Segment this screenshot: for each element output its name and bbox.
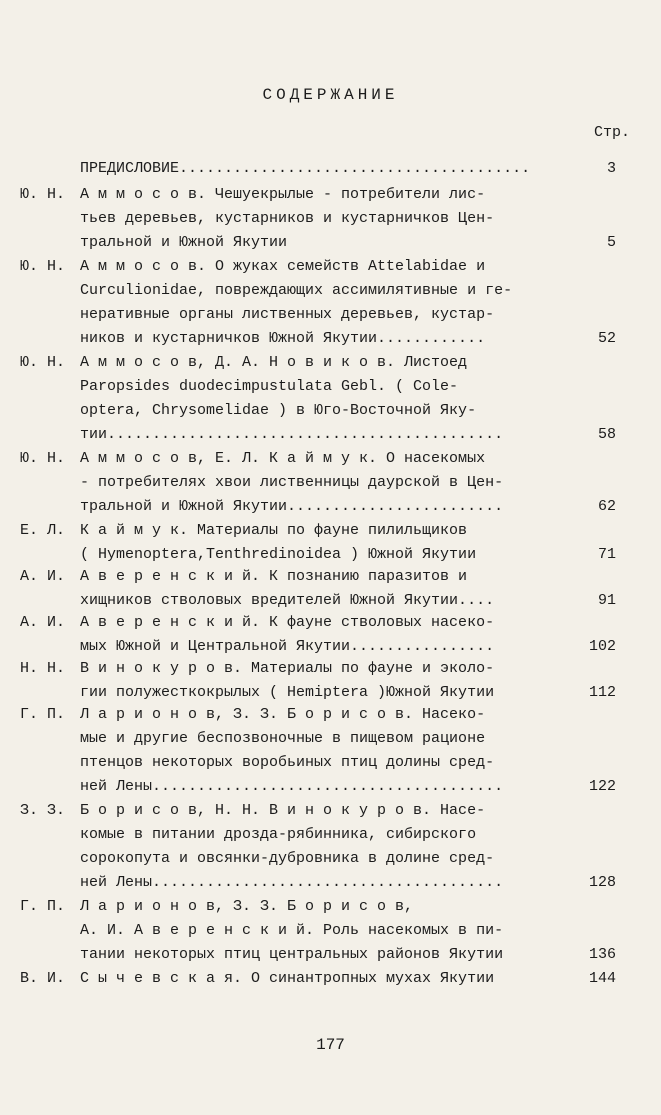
- entry-text-line: А. И. А в е р е н с к и й. Роль насекомых в пи-: [80, 922, 504, 939]
- entry-text-line: хищников стволовых вредителей Южной Якутии....: [80, 592, 495, 609]
- entry-text-line: Curculionidae, повреждающих ассимилятивные и ге-: [80, 282, 513, 299]
- entry-page-number: 91: [597, 592, 616, 609]
- entry-page-number: 62: [597, 498, 616, 515]
- entry-page-number: 144: [588, 970, 616, 987]
- author-initials: Ю. Н.: [20, 186, 66, 203]
- entry-page-number: 122: [588, 778, 616, 795]
- entry-text-line: ( Hymenoptera,Tenthredinoidea ) Южной Якутии: [80, 546, 477, 563]
- entry-text-line: Л а р и о н о в, З. З. Б о р и с о в. Насеко-: [80, 706, 486, 723]
- entry-text-line: А м м о с о в, Е. Л. К а й м у к. О насекомых: [80, 450, 486, 467]
- entry-text-line: ников и кустарничков Южной Якутии............: [80, 330, 486, 347]
- entry-page-number: 112: [588, 684, 616, 701]
- entry-page-number: 52: [597, 330, 616, 347]
- entry-text-line: тании некоторых птиц центральных районов Якутии: [80, 946, 504, 963]
- entry-page-number: 71: [597, 546, 616, 563]
- entry-text-line: Paropsides duodecimpustulata Gebl. ( Cole-: [80, 378, 459, 395]
- author-initials: Е. Л.: [20, 522, 66, 539]
- entry-text-line: ней Лены.......................................: [80, 778, 504, 795]
- entry-text-line: С ы ч е в с к а я. О синантропных мухах Якутии: [80, 970, 495, 987]
- author-initials: В. И.: [20, 970, 66, 987]
- page-title: СОДЕРЖАНИЕ: [262, 86, 399, 104]
- entry-text-line: optera, Chrysomelidae ) в Юго-Восточной Яку-: [80, 402, 477, 419]
- author-initials: А. И.: [20, 568, 66, 585]
- entry-text-line: А м м о с о в. Чешуекрылые - потребители лис-: [80, 186, 486, 203]
- entry-text-line: комые в питании дрозда-рябинника, сибирского: [80, 826, 477, 843]
- entry-text-line: А в е р е н с к и й. К познанию паразитов и: [80, 568, 468, 585]
- author-initials: Н. Н.: [20, 660, 66, 677]
- entry-text-line: тральной и Южной Якутии: [80, 234, 288, 251]
- author-initials: А. И.: [20, 614, 66, 631]
- entry-text-line: А м м о с о в, Д. А. Н о в и к о в. Листоед: [80, 354, 468, 371]
- entry-text-line: ПРЕДИСЛОВИЕ.......................................: [80, 160, 531, 177]
- entry-text-line: мые и другие беспозвоночные в пищевом рационе: [80, 730, 486, 747]
- entry-page-number: 3: [606, 160, 616, 177]
- author-initials: Ю. Н.: [20, 354, 66, 371]
- entry-text-line: птенцов некоторых воробьиных птиц долины сред-: [80, 754, 495, 771]
- page-number: 177: [316, 1036, 345, 1054]
- author-initials: З. З.: [20, 802, 66, 819]
- entry-text-line: тральной и Южной Якутии........................: [80, 498, 504, 515]
- entry-page-number: 58: [597, 426, 616, 443]
- entry-text-line: В и н о к у р о в. Материалы по фауне и эколо-: [80, 660, 495, 677]
- author-initials: Ю. Н.: [20, 258, 66, 275]
- entry-text-line: сорокопута и овсянки-дубровника в долине сред-: [80, 850, 495, 867]
- entry-text-line: тьев деревьев, кустарников и кустарничков Цен-: [80, 210, 495, 227]
- entry-page-number: 5: [606, 234, 616, 251]
- entry-text-line: тии............................................: [80, 426, 504, 443]
- page-column-header: Стр.: [593, 124, 630, 141]
- author-initials: Г. П.: [20, 706, 66, 723]
- entry-page-number: 102: [588, 638, 616, 655]
- entry-text-line: неративные органы лиственных деревьев, кустар-: [80, 306, 495, 323]
- entry-text-line: ней Лены.......................................: [80, 874, 504, 891]
- entry-text-line: Л а р и о н о в, З. З. Б о р и с о в,: [80, 898, 414, 915]
- entry-text-line: Б о р и с о в, Н. Н. В и н о к у р о в. Насе-: [80, 802, 486, 819]
- entry-text-line: А в е р е н с к и й. К фауне стволовых насеко-: [80, 614, 495, 631]
- entry-page-number: 128: [588, 874, 616, 891]
- entry-text-line: - потребителях хвои лиственницы даурской в Цен-: [80, 474, 504, 491]
- entry-page-number: 136: [588, 946, 616, 963]
- entry-text-line: А м м о с о в. О жуках семейств Attelabidae и: [80, 258, 486, 275]
- entry-text-line: К а й м у к. Материалы по фауне пилильщиков: [80, 522, 468, 539]
- entry-text-line: мых Южной и Центральной Якутии................: [80, 638, 495, 655]
- author-initials: Ю. Н.: [20, 450, 66, 467]
- entry-text-line: гии полужесткокрылых ( Hemiptera )Южной Якутии: [80, 684, 495, 701]
- author-initials: Г. П.: [20, 898, 66, 915]
